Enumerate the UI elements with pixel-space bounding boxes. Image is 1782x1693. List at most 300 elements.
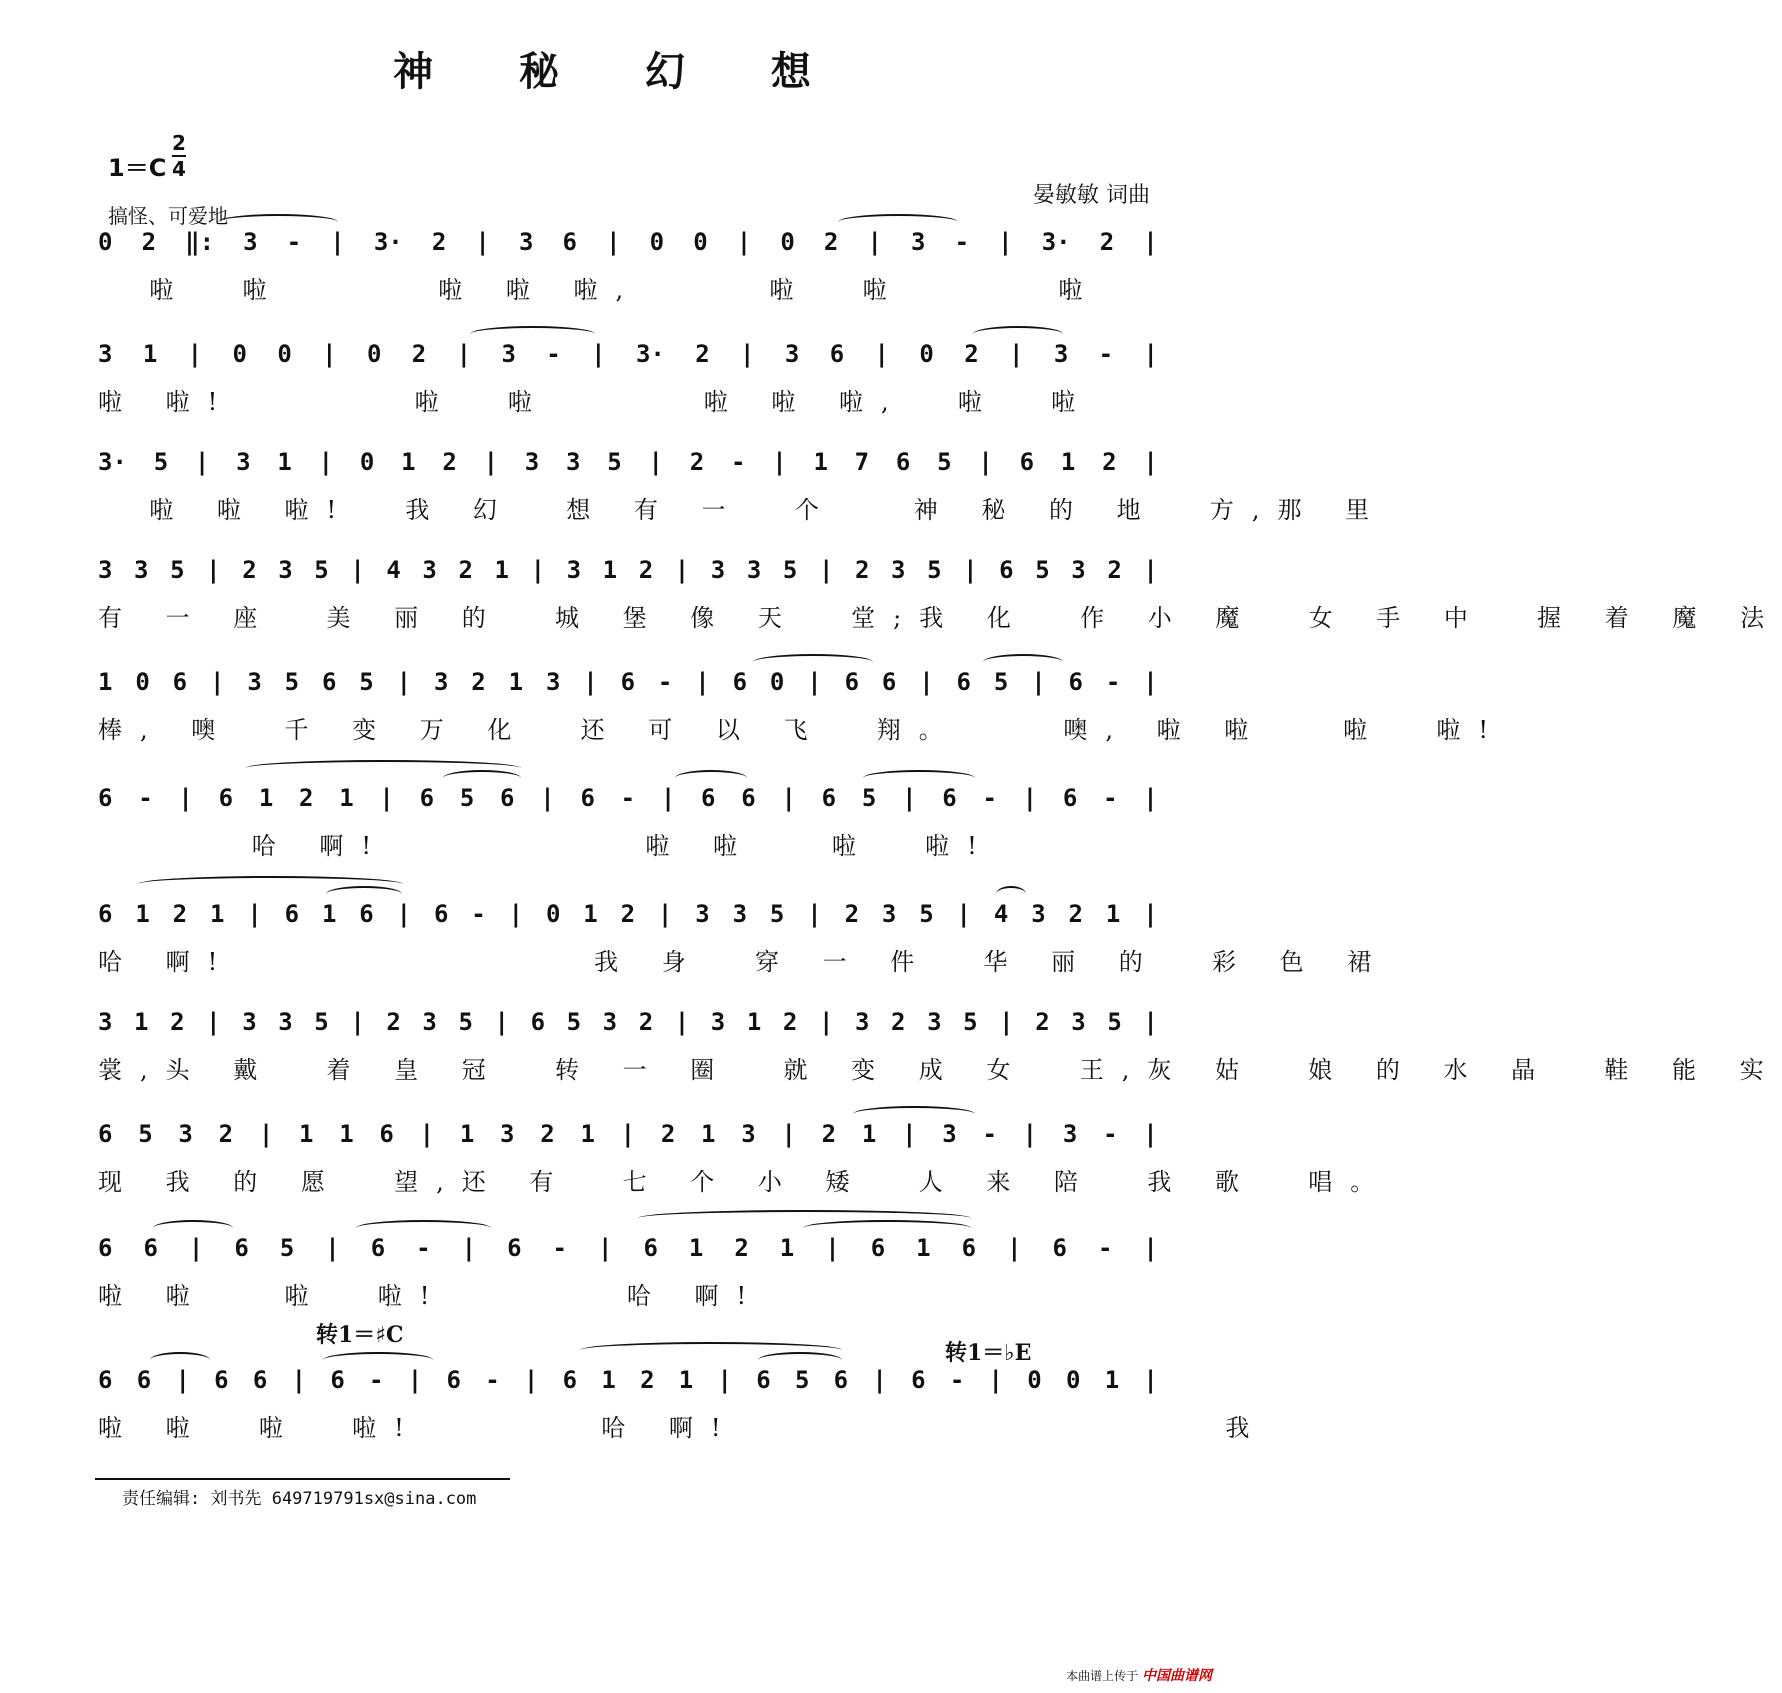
note: 6 — [1019, 448, 1035, 476]
note: - — [954, 228, 970, 256]
note: 6 — [829, 340, 845, 368]
note: 3 — [518, 228, 534, 256]
note: 0 — [1065, 1366, 1081, 1394]
note: 0 — [545, 900, 561, 928]
barline: | — [807, 668, 822, 696]
notes-line — [98, 448, 1158, 488]
lyrics-line: 有 一 座 美 丽 的 城 堡 像 天 堂;我 化 作 小 魔 女 手 中 握 着 魔 法 — [98, 604, 1782, 632]
time-top: 2 — [172, 131, 186, 155]
note: 0 — [277, 340, 292, 368]
note: 1 — [601, 1366, 616, 1394]
note: 2 — [844, 900, 860, 928]
score-row — [98, 340, 1158, 430]
notes-line — [98, 900, 1158, 940]
score-row — [98, 1008, 1782, 1098]
barline: | — [695, 668, 710, 696]
barline: | — [456, 340, 472, 368]
barline: | — [325, 1234, 340, 1262]
note: 1 — [916, 1234, 931, 1262]
note: 6 — [98, 784, 113, 812]
barline: | — [956, 900, 971, 928]
barline: | — [1143, 340, 1158, 368]
note: 2 — [1099, 228, 1115, 256]
note: 0 — [232, 340, 247, 368]
note: 1 — [1105, 900, 1121, 928]
barline: | — [818, 556, 834, 584]
note: 5 — [284, 668, 300, 696]
note: 6 — [98, 1120, 113, 1148]
note: 2 — [689, 448, 705, 476]
note: 7 — [854, 448, 870, 476]
note: 1 — [134, 1008, 149, 1036]
note: 1 — [299, 1120, 314, 1148]
note: 1 — [321, 900, 337, 928]
notes-line — [98, 556, 1158, 596]
note: 3 — [566, 448, 581, 476]
note: 2 — [431, 228, 447, 256]
note: 6 — [143, 1234, 158, 1262]
barline: | — [523, 1366, 539, 1394]
note: 2 — [471, 668, 486, 696]
note: 4 — [386, 556, 401, 584]
note: - — [416, 1234, 431, 1262]
barline: | — [187, 340, 203, 368]
note: 2 — [660, 1120, 676, 1148]
note: 2 — [1068, 900, 1083, 928]
note: 5 — [1107, 1008, 1122, 1036]
note: 5 — [459, 784, 475, 812]
note: - — [730, 448, 746, 476]
barline: | — [1007, 1234, 1022, 1262]
note: 6 — [756, 1366, 771, 1394]
note: 6 — [701, 784, 716, 812]
score-row — [98, 784, 1158, 874]
note: 6 — [507, 1234, 522, 1262]
note: 2 — [638, 1008, 654, 1036]
note: - — [552, 1234, 567, 1262]
key-signature: 1＝C — [108, 154, 167, 182]
lyrics-line: 啦 啦 啦 啦 啦, 啦 啦 啦 — [98, 276, 1101, 304]
note: 6 — [218, 784, 234, 812]
note: - — [485, 1366, 500, 1394]
barline: | — [194, 448, 210, 476]
barline: | — [674, 1008, 690, 1036]
barline: | — [1031, 668, 1046, 696]
barline: | — [998, 228, 1013, 256]
note: 6 — [1068, 668, 1083, 696]
note: 0 — [366, 340, 382, 368]
note: 0 — [1027, 1366, 1042, 1394]
note: 6 — [844, 668, 860, 696]
note: 3 — [178, 1120, 193, 1148]
note: - — [1097, 1234, 1113, 1262]
note: 2 — [620, 900, 636, 928]
note: - — [546, 340, 561, 368]
note: 5 — [138, 1120, 153, 1148]
footer-divider — [95, 1478, 510, 1480]
barline: | — [396, 900, 412, 928]
note: 5 — [359, 668, 374, 696]
note: 6 — [419, 784, 435, 812]
note: - — [657, 668, 673, 696]
barline: | — [902, 784, 917, 812]
barline: | — [978, 448, 993, 476]
note: 3 — [710, 556, 726, 584]
notes-line — [98, 668, 1158, 708]
barline: | — [350, 556, 365, 584]
barline: | — [781, 784, 796, 812]
note: 3· — [98, 448, 127, 476]
score-row — [98, 448, 1388, 538]
note: 1 — [583, 900, 598, 928]
note: 3 — [524, 448, 540, 476]
barline: | — [475, 228, 490, 256]
note: 3 — [695, 900, 710, 928]
note: 5 — [153, 448, 169, 476]
note: 3 — [784, 340, 800, 368]
note: 1 — [494, 556, 509, 584]
note: 3· — [635, 340, 665, 368]
note: 3 — [500, 1120, 515, 1148]
note: 0 — [135, 668, 150, 696]
barline: | — [1143, 556, 1158, 584]
note: 6 — [284, 900, 300, 928]
note: 6 — [732, 668, 748, 696]
note: 1 — [135, 900, 150, 928]
note: - — [471, 900, 486, 928]
note: 1 — [701, 1120, 716, 1148]
note: - — [949, 1366, 965, 1394]
barline: | — [206, 556, 221, 584]
lyrics-line: 棒, 噢 千 变 万 化 还 可 以 飞 翔。 噢, 啦 啦 啦 啦! — [98, 716, 1506, 744]
barline: | — [825, 1234, 840, 1262]
note: - — [982, 784, 997, 812]
note: 6 — [961, 1234, 977, 1262]
note: - — [369, 1366, 384, 1394]
note: 3 — [854, 1008, 870, 1036]
note: 5 — [1035, 556, 1050, 584]
note: 2 — [411, 340, 427, 368]
time-bottom: 4 — [172, 157, 186, 181]
note: 6 — [370, 1234, 386, 1262]
barline: ‖: — [185, 228, 215, 256]
note: 2 — [1035, 1008, 1050, 1036]
score-row — [98, 668, 1506, 758]
note: 6 — [821, 784, 837, 812]
score-row — [98, 228, 1158, 318]
note: 3 — [566, 556, 582, 584]
barline: | — [902, 1120, 917, 1148]
note: 1 — [1104, 1366, 1120, 1394]
note: 6 — [98, 1366, 113, 1394]
barline: | — [1143, 1008, 1158, 1036]
note: 2 — [242, 556, 257, 584]
note: 2 — [170, 1008, 185, 1036]
note: 5 — [279, 1234, 295, 1262]
note: 6 — [500, 784, 515, 812]
note: 1 — [258, 784, 274, 812]
note: 1 — [142, 340, 158, 368]
notes-line — [98, 228, 1158, 268]
note: 2 — [442, 448, 457, 476]
barline: | — [874, 340, 889, 368]
editor-credit: 责任编辑: 刘书先 649719791sx@sina.com — [122, 1489, 477, 1509]
note: 2 — [299, 784, 314, 812]
note: 3 — [134, 556, 149, 584]
note: - — [1105, 668, 1121, 696]
barline: | — [1143, 900, 1158, 928]
barline: | — [963, 556, 978, 584]
barline: | — [247, 900, 262, 928]
score-row — [98, 1366, 1268, 1456]
barline: | — [781, 1120, 796, 1148]
notes-line — [98, 784, 1158, 824]
notes-line — [98, 1008, 1158, 1048]
score-row — [98, 1120, 1393, 1210]
barline: | — [1143, 448, 1158, 476]
note: 5 — [937, 448, 952, 476]
barline: | — [872, 1366, 887, 1394]
barline: | — [330, 228, 345, 256]
note: 5 — [314, 556, 329, 584]
note: 3· — [1041, 228, 1071, 256]
barline: | — [919, 668, 934, 696]
barline: | — [494, 1008, 509, 1036]
note: 3 — [710, 1008, 726, 1036]
note: 5 — [769, 900, 785, 928]
barline: | — [483, 448, 499, 476]
barline: | — [508, 900, 524, 928]
note: 5 — [919, 900, 934, 928]
note: 3 — [746, 556, 762, 584]
note: 3 — [927, 1008, 942, 1036]
barline: | — [209, 668, 225, 696]
note: 1 — [209, 900, 225, 928]
note: 0 — [98, 228, 113, 256]
note: 5 — [794, 1366, 810, 1394]
note: 1 — [688, 1234, 704, 1262]
site-logo[interactable]: 中国曲谱网 — [1142, 1668, 1212, 1684]
note: 6 — [98, 900, 113, 928]
note: 6 — [136, 1366, 152, 1394]
note: - — [982, 1120, 997, 1148]
note: 3 — [278, 556, 293, 584]
note: 3 — [942, 1120, 957, 1148]
barline: | — [1143, 1120, 1158, 1148]
barline: | — [674, 556, 690, 584]
note: 1 — [339, 784, 354, 812]
note: 6 — [433, 900, 449, 928]
page-title: 神 秘 幻 想 — [393, 48, 847, 95]
note: 6 — [895, 448, 911, 476]
note: 2 — [891, 1008, 906, 1036]
barline: | — [867, 228, 882, 256]
barline: | — [1022, 1120, 1038, 1148]
note: 3 — [422, 556, 437, 584]
note: 1 — [813, 448, 828, 476]
barline: | — [530, 556, 546, 584]
note: 1 — [508, 668, 524, 696]
note: 6 — [172, 668, 188, 696]
note: 1 — [277, 448, 292, 476]
note: 6 — [530, 1008, 546, 1036]
note: 6 — [98, 1234, 113, 1262]
notes-line — [98, 1366, 1158, 1406]
barline: | — [291, 1366, 307, 1394]
note: 2 — [218, 1120, 234, 1148]
modulation-flat-e: 转1＝♭E — [945, 1340, 1032, 1366]
note: - — [1098, 340, 1114, 368]
barline: | — [1143, 784, 1158, 812]
note: 3 — [1031, 900, 1046, 928]
barline: | — [807, 900, 822, 928]
barline: | — [772, 448, 787, 476]
note: 2 — [821, 1120, 837, 1148]
note: 6 — [1062, 784, 1078, 812]
note: 1 — [602, 556, 618, 584]
barline: | — [818, 1008, 834, 1036]
note: 1 — [779, 1234, 795, 1262]
note: 2 — [823, 228, 839, 256]
note: 6 — [446, 1366, 461, 1394]
lyrics-line: 啦 啦 啦! 我 幻 想 有 一 个 神 秘 的 地 方,那 里 — [98, 496, 1388, 524]
note: 3 — [247, 668, 262, 696]
score-row — [98, 1234, 1158, 1324]
note: 6 — [234, 1234, 249, 1262]
note: 3 — [236, 448, 251, 476]
note: 6 — [562, 1366, 578, 1394]
lyrics-line: 哈 啊! 我 身 穿 一 件 华 丽 的 彩 色 裙 — [98, 948, 1390, 976]
barline: | — [1022, 784, 1038, 812]
note: 2 — [458, 556, 473, 584]
note: 1 — [339, 1120, 354, 1148]
barline: | — [1143, 1366, 1158, 1394]
barline: | — [178, 784, 193, 812]
note: 2 — [1102, 448, 1117, 476]
barline: | — [1143, 228, 1158, 256]
note: 3 — [433, 668, 449, 696]
note: 2 — [854, 556, 870, 584]
note: 4 — [993, 900, 1009, 928]
note: 3· — [373, 228, 403, 256]
barline: | — [350, 1008, 365, 1036]
note: 6 — [1052, 1234, 1067, 1262]
note: 1 — [1060, 448, 1076, 476]
note: 3 — [545, 668, 561, 696]
note: 1 — [459, 1120, 475, 1148]
note: 5 — [314, 1008, 329, 1036]
note: 1 — [98, 668, 113, 696]
note: - — [286, 228, 302, 256]
note: 3 — [98, 1008, 113, 1036]
note: 6 — [870, 1234, 886, 1262]
note: 2 — [782, 1008, 798, 1036]
notes-line — [98, 1234, 1158, 1274]
barline: | — [461, 1234, 477, 1262]
barline: | — [1143, 1234, 1158, 1262]
note: 0 — [649, 228, 665, 256]
note: - — [1103, 1120, 1118, 1148]
note: 3 — [278, 1008, 293, 1036]
barline: | — [660, 784, 676, 812]
note: - — [1103, 784, 1118, 812]
note: 3 — [1071, 556, 1086, 584]
barline: | — [322, 340, 337, 368]
barline: | — [740, 340, 755, 368]
note: 5 — [963, 1008, 978, 1036]
note: 3 — [501, 340, 516, 368]
note: 3 — [1053, 340, 1069, 368]
score-row — [98, 900, 1390, 990]
note: 2 — [540, 1120, 555, 1148]
note: 3 — [1071, 1008, 1086, 1036]
barline: | — [657, 900, 673, 928]
score-row — [98, 556, 1782, 646]
author-credit: 晏敏敏 词曲 — [1033, 183, 1150, 208]
note: 3 — [98, 556, 113, 584]
note: 1 — [580, 1120, 595, 1148]
note: 5 — [607, 448, 622, 476]
lyrics-line: 啦 啦 啦 啦! 哈 啊! 我 — [98, 1414, 1268, 1442]
note: 5 — [566, 1008, 582, 1036]
modulation-sharp-c: 转1＝♯C — [316, 1322, 404, 1348]
barline: | — [379, 784, 394, 812]
note: 6 — [911, 1366, 926, 1394]
watermark — [1066, 1665, 1212, 1685]
note: 6 — [580, 784, 595, 812]
note: 0 — [359, 448, 375, 476]
note: 2 — [1107, 556, 1122, 584]
note: 0 — [780, 228, 795, 256]
note: 5 — [170, 556, 185, 584]
note: 5 — [861, 784, 877, 812]
note: 2 — [734, 1234, 749, 1262]
note: 3 — [911, 228, 926, 256]
note: 5 — [458, 1008, 473, 1036]
barline: | — [175, 1366, 190, 1394]
note: 5 — [782, 556, 798, 584]
barline: | — [988, 1366, 1003, 1394]
barline: | — [396, 668, 412, 696]
lyrics-line: 裳,头 戴 着 皇 冠 转 一 圈 就 变 成 女 王,灰 姑 娘 的 水 晶 鞋 能 实 — [98, 1056, 1782, 1084]
note: 6 — [620, 668, 636, 696]
note: 3 — [881, 900, 897, 928]
note: 2 — [640, 1366, 655, 1394]
barline: | — [620, 1120, 636, 1148]
barline: | — [648, 448, 663, 476]
note: 3 — [243, 228, 258, 256]
barline: | — [318, 448, 334, 476]
note: 1 — [678, 1366, 694, 1394]
lyrics-line: 哈 啊! 啦 啦 啦 啦! — [98, 832, 995, 860]
note: 6 — [379, 1120, 394, 1148]
note: 2 — [695, 340, 710, 368]
note: 3 — [732, 900, 748, 928]
note: 2 — [964, 340, 979, 368]
note: 1 — [861, 1120, 877, 1148]
time-signature — [172, 132, 186, 180]
note: 2 — [141, 228, 157, 256]
lyrics-line: 啦 啦 啦 啦! 哈 啊! — [98, 1282, 765, 1310]
barline: | — [606, 228, 621, 256]
note: 6 — [330, 1366, 345, 1394]
barline: | — [717, 1366, 732, 1394]
note: 6 — [214, 1366, 229, 1394]
note: 6 — [562, 228, 577, 256]
note: 6 — [321, 668, 337, 696]
watermark-text: 本曲谱上传于 — [1066, 1669, 1139, 1683]
barline: | — [999, 1008, 1014, 1036]
